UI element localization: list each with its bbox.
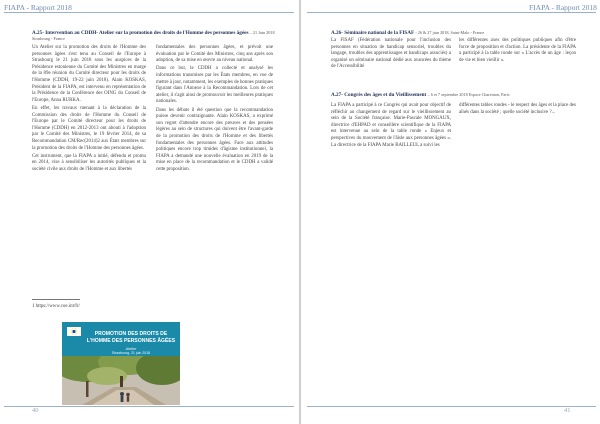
section-heading-a27	[331, 92, 576, 98]
paragraph: La FISAF (Fédération nationale pour l'inclusion des personnes en situation de handicap sensoriel, troubles du langage, troubles des apprentissages et handicaps associés) a organisé un séminaire national dédié aux avancées du thème de l'Accessibilité	[331, 38, 451, 70]
a27-paragraph	[331, 103, 451, 151]
left-column-2	[156, 45, 273, 175]
footnote-rule	[32, 299, 80, 300]
right-column-2-top	[459, 38, 576, 66]
right-page	[301, 0, 600, 424]
cover-title: PROMOTION DES DROITS DE L'HOMME DES PERSONNES ÂGÉES	[86, 331, 176, 344]
report-cover-image	[62, 322, 180, 405]
paragraph: Un Atelier sur la promotion des droits de l'Homme des personnes âgées s'est tenu au Conseil de l'Europe à Strasbourg le 21 juin 2018 sous les auspices de la Présidence estonienne du Comité des Ministres en marge de la 89e réunion du Comité directeur pour les droits de l'Homme (CDDH, 19-22 juin 2018). Alain KOSKAS, Président de la FIAPA, est intervenu en représentation de la Présidence de la Conférence des OING du Conseil de l'Europe, Anna RURKA.	[32, 45, 146, 103]
footnote[interactable]: 1 https://www.coe.int/fr/	[32, 304, 80, 309]
page-number: 41	[564, 407, 571, 414]
paragraph: les différentes axes des politiques publiques afin d'être force de proposition et d'action. La présidente de la FIAPA a participé à la table ronde sur « L'accès de un âge : leçon de vie et bien vieillir ».	[459, 38, 576, 63]
section-heading-text: A.27- Congrès des âges et du Vieillissement	[331, 92, 427, 98]
right-column-2-bottom	[459, 103, 576, 118]
paragraph: En effet, les travaux menant à la déclaration de la Commission des droits de l'Homme du Conseil de l'Europe par le Comité directeur pour les droits de l'Homme (CDDH) en 2012-2013 ont abouti à l'adoption par le Comité des Ministres, le 19 février 2014, de sa Recommandation CM/Rec(2014)2 aux États membres sur la promotion des droits de l'Homme des personnes âgées.	[32, 105, 146, 151]
section-meta: - 26 & 27 juin 2018, Saint-Malo - France	[415, 30, 485, 35]
section-meta: – 6 et 7 septembre 2018 Espace Charenton, Paris	[427, 92, 510, 97]
cover-subtitle: Atelier	[125, 347, 137, 351]
running-header: FIAPA - Rapport 2018	[529, 3, 597, 12]
header-rule	[307, 12, 596, 13]
page-number: 40	[32, 407, 39, 414]
header-rule	[4, 12, 294, 13]
paragraph: fondamentales des personnes âgées, et prévoit une évaluation par le Comité des Ministres, cinq ans après son adoption, de sa mise en œuvre au niveau national.	[156, 45, 273, 64]
cover-date: Strasbourg, 21 juin 2018	[111, 351, 151, 355]
paragraph: La FIAPA a participé à ce Congrès qui avait pour objectif de réfléchir au changement de regard sur le vieillissement au sein de la Société française. Marie-Pascale MONGAUX, directrice d'EHPAD et conseillère scientifique de la FIAPA est intervenue au sein de la table ronde « Enjeux et perspectives du mouvement de l'âisle aux personnes âgées ». La directrice de la FIAPA Marie BAILLEUL a suivi les	[331, 103, 451, 148]
paragraph: Cet instrument, que la FIAPA a initié, défendu et promu en 2014, vise à sensibiliser les autorités publiques et la société civile aux droits de l'Homme et aux libertés	[32, 153, 146, 172]
paragraph: Dans les débats il été question que la recommandation puisse devenir contraignante. Alain KOSKAS, a exprimé son regret d'attendre encore des preuves et des pensées légères au sein de structures qui doivent être l'avant-garde de la promotion des droits de l'Homme et des libertés fondamentales des personnes âgées. Face aux attitudes politiques encore trop timides d'âgisme institutionnel, la FIAPA a demandé une nouvelle évaluation en 2019 de la mise en place de la recommandation et le CDDH a validé cette proposition.	[156, 107, 273, 172]
a26-paragraph	[331, 38, 451, 73]
footer-rule	[307, 406, 596, 407]
council-of-europe-logo-icon	[67, 327, 81, 336]
cover-photo	[62, 356, 180, 405]
footer-rule	[4, 406, 294, 407]
left-page	[0, 0, 299, 424]
left-column-1	[32, 45, 146, 175]
section-heading-a25	[32, 30, 277, 43]
section-heading-text: A.25- Intervention au CDDH- Atelier sur la promotion des droits de l'Homme des personnes âgées	[32, 30, 249, 36]
section-heading-text: A.26- Séminaire national de la FISAF	[331, 30, 415, 36]
paragraph: différentes tables rondes - le respect des âges et la place des aînés dans la société ; quelle société inclusive ?...	[459, 103, 576, 115]
paragraph: Dans ce but, le CDDH a collecté et analysé les informations transmises par les États membres, en vue de mettre à jour, notamment, les exemples de bonnes pratiques figurant dans l'Annexe à la Recommandation. Lors de cet atelier, il s'agit ainsi de promouvoir les meilleures pratiques nationales.	[156, 66, 273, 105]
section-heading-a26	[331, 30, 576, 36]
running-header: FIAPA - Rapport 2018	[4, 3, 72, 12]
section-meta: – 21 Juin 2018 Strasbourg - France	[32, 30, 275, 42]
